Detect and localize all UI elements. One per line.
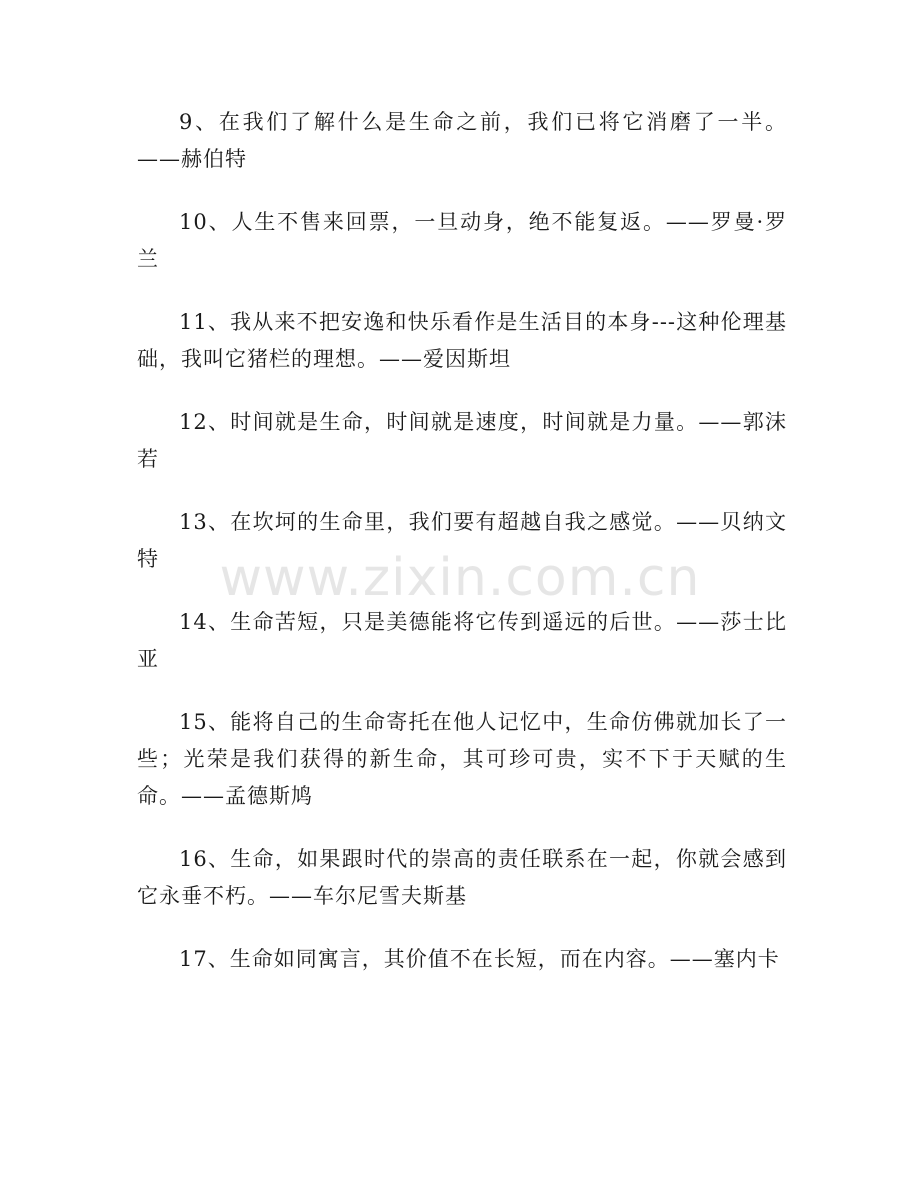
- quote-15: 15、能将自己的生命寄托在他人记忆中，生命仿佛就加长了一些；光荣是我们获得的新生命，其可珍可贵，实不下于天赋的生命。——孟德斯鸠: [137, 710, 787, 808]
- quote-12: 12、时间就是生命，时间就是速度，时间就是力量。——郭沫若: [137, 410, 787, 471]
- watermark: www.zixin.com.cn: [219, 548, 701, 608]
- quote-14: 14、生命苦短，只是美德能将它传到遥远的后世。——莎士比亚: [137, 610, 787, 671]
- quote-16: 16、生命，如果跟时代的崇高的责任联系在一起，你就会感到它永垂不朽。——车尔尼雪夫斯基: [137, 847, 787, 908]
- quote-13: 13、在坎坷的生命里，我们要有超越自我之感觉。——贝纳文特: [137, 510, 787, 571]
- quote-9: 9、在我们了解什么是生命之前，我们已将它消磨了一半。——赫伯特: [137, 110, 787, 171]
- quote-11: 11、我从来不把安逸和快乐看作是生活目的本身---这种伦理基础，我叫它猪栏的理想。——爱因斯坦: [137, 310, 787, 371]
- quote-10: 10、人生不售来回票，一旦动身，绝不能复返。——罗曼·罗兰: [137, 210, 787, 271]
- quote-17: 17、生命如同寓言，其价值不在长短，而在内容。——塞内卡: [179, 947, 780, 971]
- quote-list: [137, 104, 787, 1004]
